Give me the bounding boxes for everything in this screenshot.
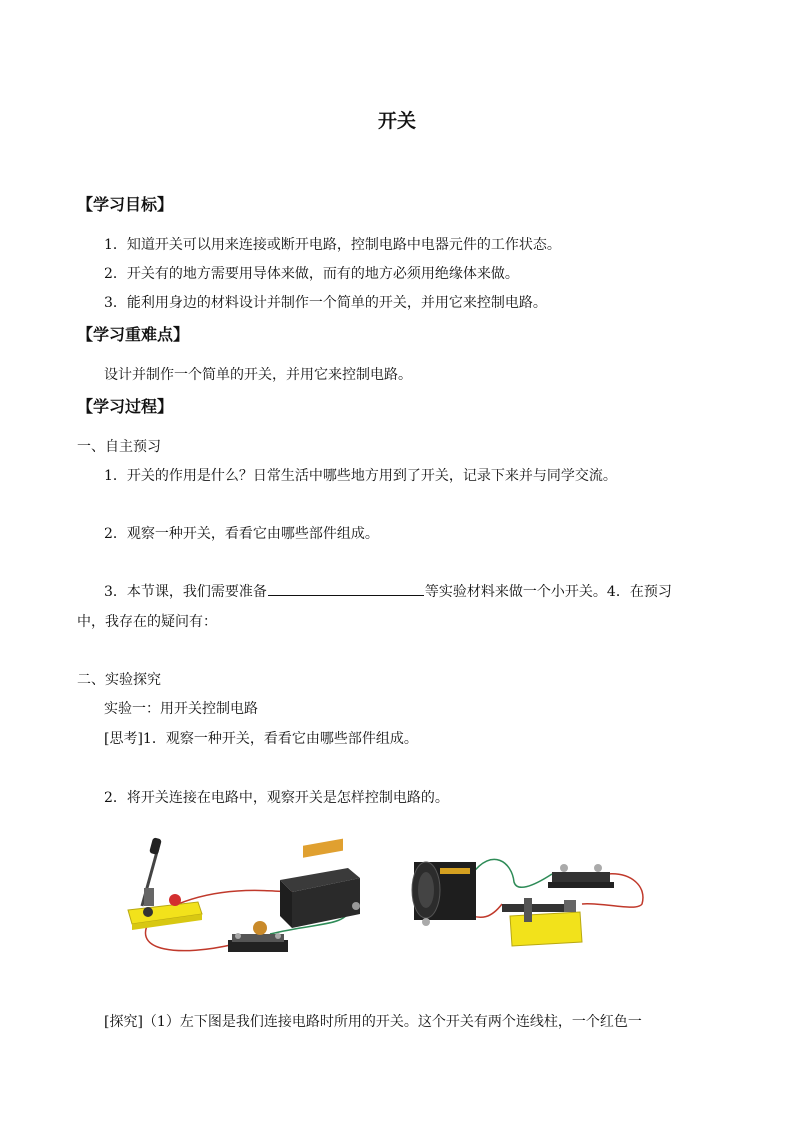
goal-item-2: 2．开关有的地方需要用导体来做，而有的地方必须用绝缘体来做。 bbox=[104, 266, 519, 282]
knife-switch bbox=[128, 837, 202, 930]
fill-blank[interactable] bbox=[268, 581, 424, 596]
wire-green bbox=[472, 859, 552, 887]
preview-question-3 bbox=[104, 581, 672, 601]
q3-text-after: 等实验材料来做一个小开关。4．在预习 bbox=[424, 584, 672, 600]
process-heading: 【学习过程】 bbox=[77, 397, 174, 416]
preview-question-2: 2．观察一种开关，看看它由哪些部件组成。 bbox=[104, 526, 379, 542]
goal-item-1: 1．知道开关可以用来连接或断开电路，控制电路中电器元件的工作状态。 bbox=[104, 237, 561, 253]
focus-heading: 【学习重难点】 bbox=[77, 325, 190, 344]
think-question: [思考]1．观察一种开关，看看它由哪些部件组成。 bbox=[104, 731, 418, 747]
experiment-1-title: 实验一：用开关控制电路 bbox=[104, 701, 258, 717]
experiment-heading: 二、实验探究 bbox=[77, 672, 161, 688]
bulb-holder bbox=[548, 864, 614, 888]
circuit-figure-right bbox=[402, 842, 652, 952]
preview-question-1: 1．开关的作用是什么？日常生活中哪些地方用到了开关，记录下来并与同学交流。 bbox=[104, 468, 617, 484]
circuit-figure-left bbox=[120, 832, 370, 967]
preview-question-3-cont: 中，我存在的疑问有： bbox=[77, 614, 217, 630]
focus-text: 设计并制作一个简单的开关，并用它来控制电路。 bbox=[104, 367, 412, 383]
goals-heading: 【学习目标】 bbox=[77, 195, 174, 214]
battery-holder bbox=[280, 839, 360, 928]
preview-heading: 一、自主预习 bbox=[77, 439, 161, 455]
page-title: 开关 bbox=[377, 110, 416, 132]
explore-text: [探究]（1）左下图是我们连接电路时所用的开关。这个开关有两个连线柱，一个红色一 bbox=[104, 1014, 642, 1030]
step-2: 2．将开关连接在电路中，观察开关是怎样控制电路的。 bbox=[104, 790, 449, 806]
knife-switch bbox=[502, 898, 582, 946]
battery-holder bbox=[412, 862, 476, 926]
goal-item-3: 3．能利用身边的材料设计并制作一个简单的开关，并用它来控制电路。 bbox=[104, 295, 547, 311]
bulb-holder bbox=[228, 921, 288, 952]
q3-text-before: 3．本节课，我们需要准备 bbox=[104, 584, 267, 600]
